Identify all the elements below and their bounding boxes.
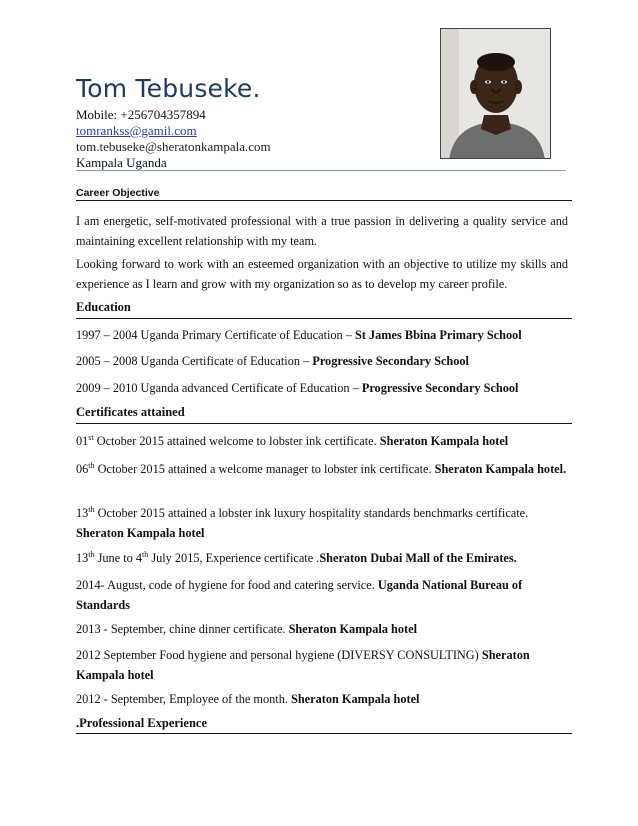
certificate-issuer: Sheraton Kampala hotel: [291, 692, 420, 706]
education-rule: [76, 318, 572, 319]
certificate-day-suffix: th: [88, 549, 95, 559]
certificate-text: 2014- August, code of hygiene for food and catering service.: [76, 578, 378, 592]
career-objective-paragraph-2: Looking forward to work with an esteemed organization with an objective to utilize my skills and experience as I learn and grow with my organization so as to develop my career profile.: [76, 257, 568, 291]
education-heading: Education: [76, 300, 131, 314]
certificate-issuer: Sheraton Kampala hotel: [76, 526, 205, 540]
certificate-text: 2012 - September, Employee of the month.: [76, 692, 291, 706]
certificates-heading: Certificates attained: [76, 405, 185, 419]
certificate-text: October 2015 attained a welcome manager to lobster ink certificate.: [94, 462, 435, 476]
certificate-item: [76, 548, 517, 568]
certificates-rule: [76, 423, 572, 424]
experience-rule: [76, 733, 572, 734]
career-objective-paragraph-1: I am energetic, self-motivated professional with a true passion in delivering a quality service and maintaining excellent relationship with my team.: [76, 214, 568, 248]
certificate-day: 13: [76, 506, 89, 520]
certificate-issuer: Sheraton Kampala hotel: [379, 434, 509, 448]
experience-heading: .Professional Experience: [76, 716, 207, 730]
certificate-text: June to 4: [94, 551, 143, 565]
certificate-day-suffix: th: [142, 549, 149, 559]
education-item-text: 2009 – 2010 Uganda advanced Certificate of Education –: [76, 381, 362, 395]
certificate-item: [76, 645, 568, 685]
certificate-day: 06: [76, 462, 89, 476]
certificate-day: 13: [76, 551, 89, 565]
certificate-day-suffix: st: [88, 432, 94, 442]
certificate-day: 01: [76, 434, 89, 448]
email-secondary: tom.tebuseke@sheratonkampala.com: [76, 139, 271, 154]
certificate-text: 2012 September Food hygiene and personal hygiene (DIVERSY CONSULTING): [76, 648, 482, 662]
mobile-number: Mobile: +256704357894: [76, 107, 206, 122]
certificate-text: 2013 - September, chine dinner certificate.: [76, 622, 289, 636]
education-item: [76, 325, 522, 345]
certificate-text: July 2015, Experience certificate .: [148, 551, 320, 565]
candidate-name: Tom Tebuseke.: [76, 74, 261, 103]
certificate-issuer: Sheraton Kampala hotel.: [434, 462, 567, 476]
certificate-issuer: Sheraton Kampala hotel: [288, 622, 418, 636]
certificate-item: [76, 575, 568, 615]
certificate-day-suffix: th: [88, 460, 95, 470]
education-item-school: St James Bbina Primary School: [355, 328, 522, 342]
certificate-day-suffix: th: [88, 504, 95, 514]
certificate-item: [76, 619, 417, 639]
certificate-item: [76, 459, 568, 479]
education-item: [76, 378, 518, 398]
education-item-text: 1997 – 2004 Uganda Primary Certificate of Education –: [76, 328, 355, 342]
location: Kampala Uganda: [76, 155, 167, 170]
profile-photo: [440, 28, 551, 159]
certificate-item: [76, 503, 568, 543]
education-item-school: Progressive Secondary School: [312, 354, 469, 368]
career-objective-heading: Career Objective: [76, 187, 160, 199]
education-item-school: Progressive Secondary School: [361, 381, 519, 395]
education-item-text: 2005 – 2008 Uganda Certificate of Education –: [76, 354, 313, 368]
email-link-primary[interactable]: tomrankss@gamil.com: [76, 123, 197, 138]
certificate-item: [76, 431, 508, 451]
certificate-text: October 2015 attained welcome to lobster ink certificate.: [93, 434, 380, 448]
education-item: [76, 351, 469, 371]
person-portrait-icon: [441, 29, 551, 159]
header-divider: [76, 170, 566, 171]
certificate-issuer: Sheraton Dubai Mall of the Emirates.: [319, 551, 517, 565]
certificate-text: October 2015 attained a lobster ink luxury hospitality standards benchmarks certificate.: [94, 506, 529, 520]
certificate-item: [76, 689, 419, 709]
certificate-issuer: Uganda National Bureau of Standards: [76, 578, 523, 612]
certificate-issuer: Sheraton Kampala hotel: [76, 648, 530, 682]
career-objective-rule: [76, 200, 572, 201]
